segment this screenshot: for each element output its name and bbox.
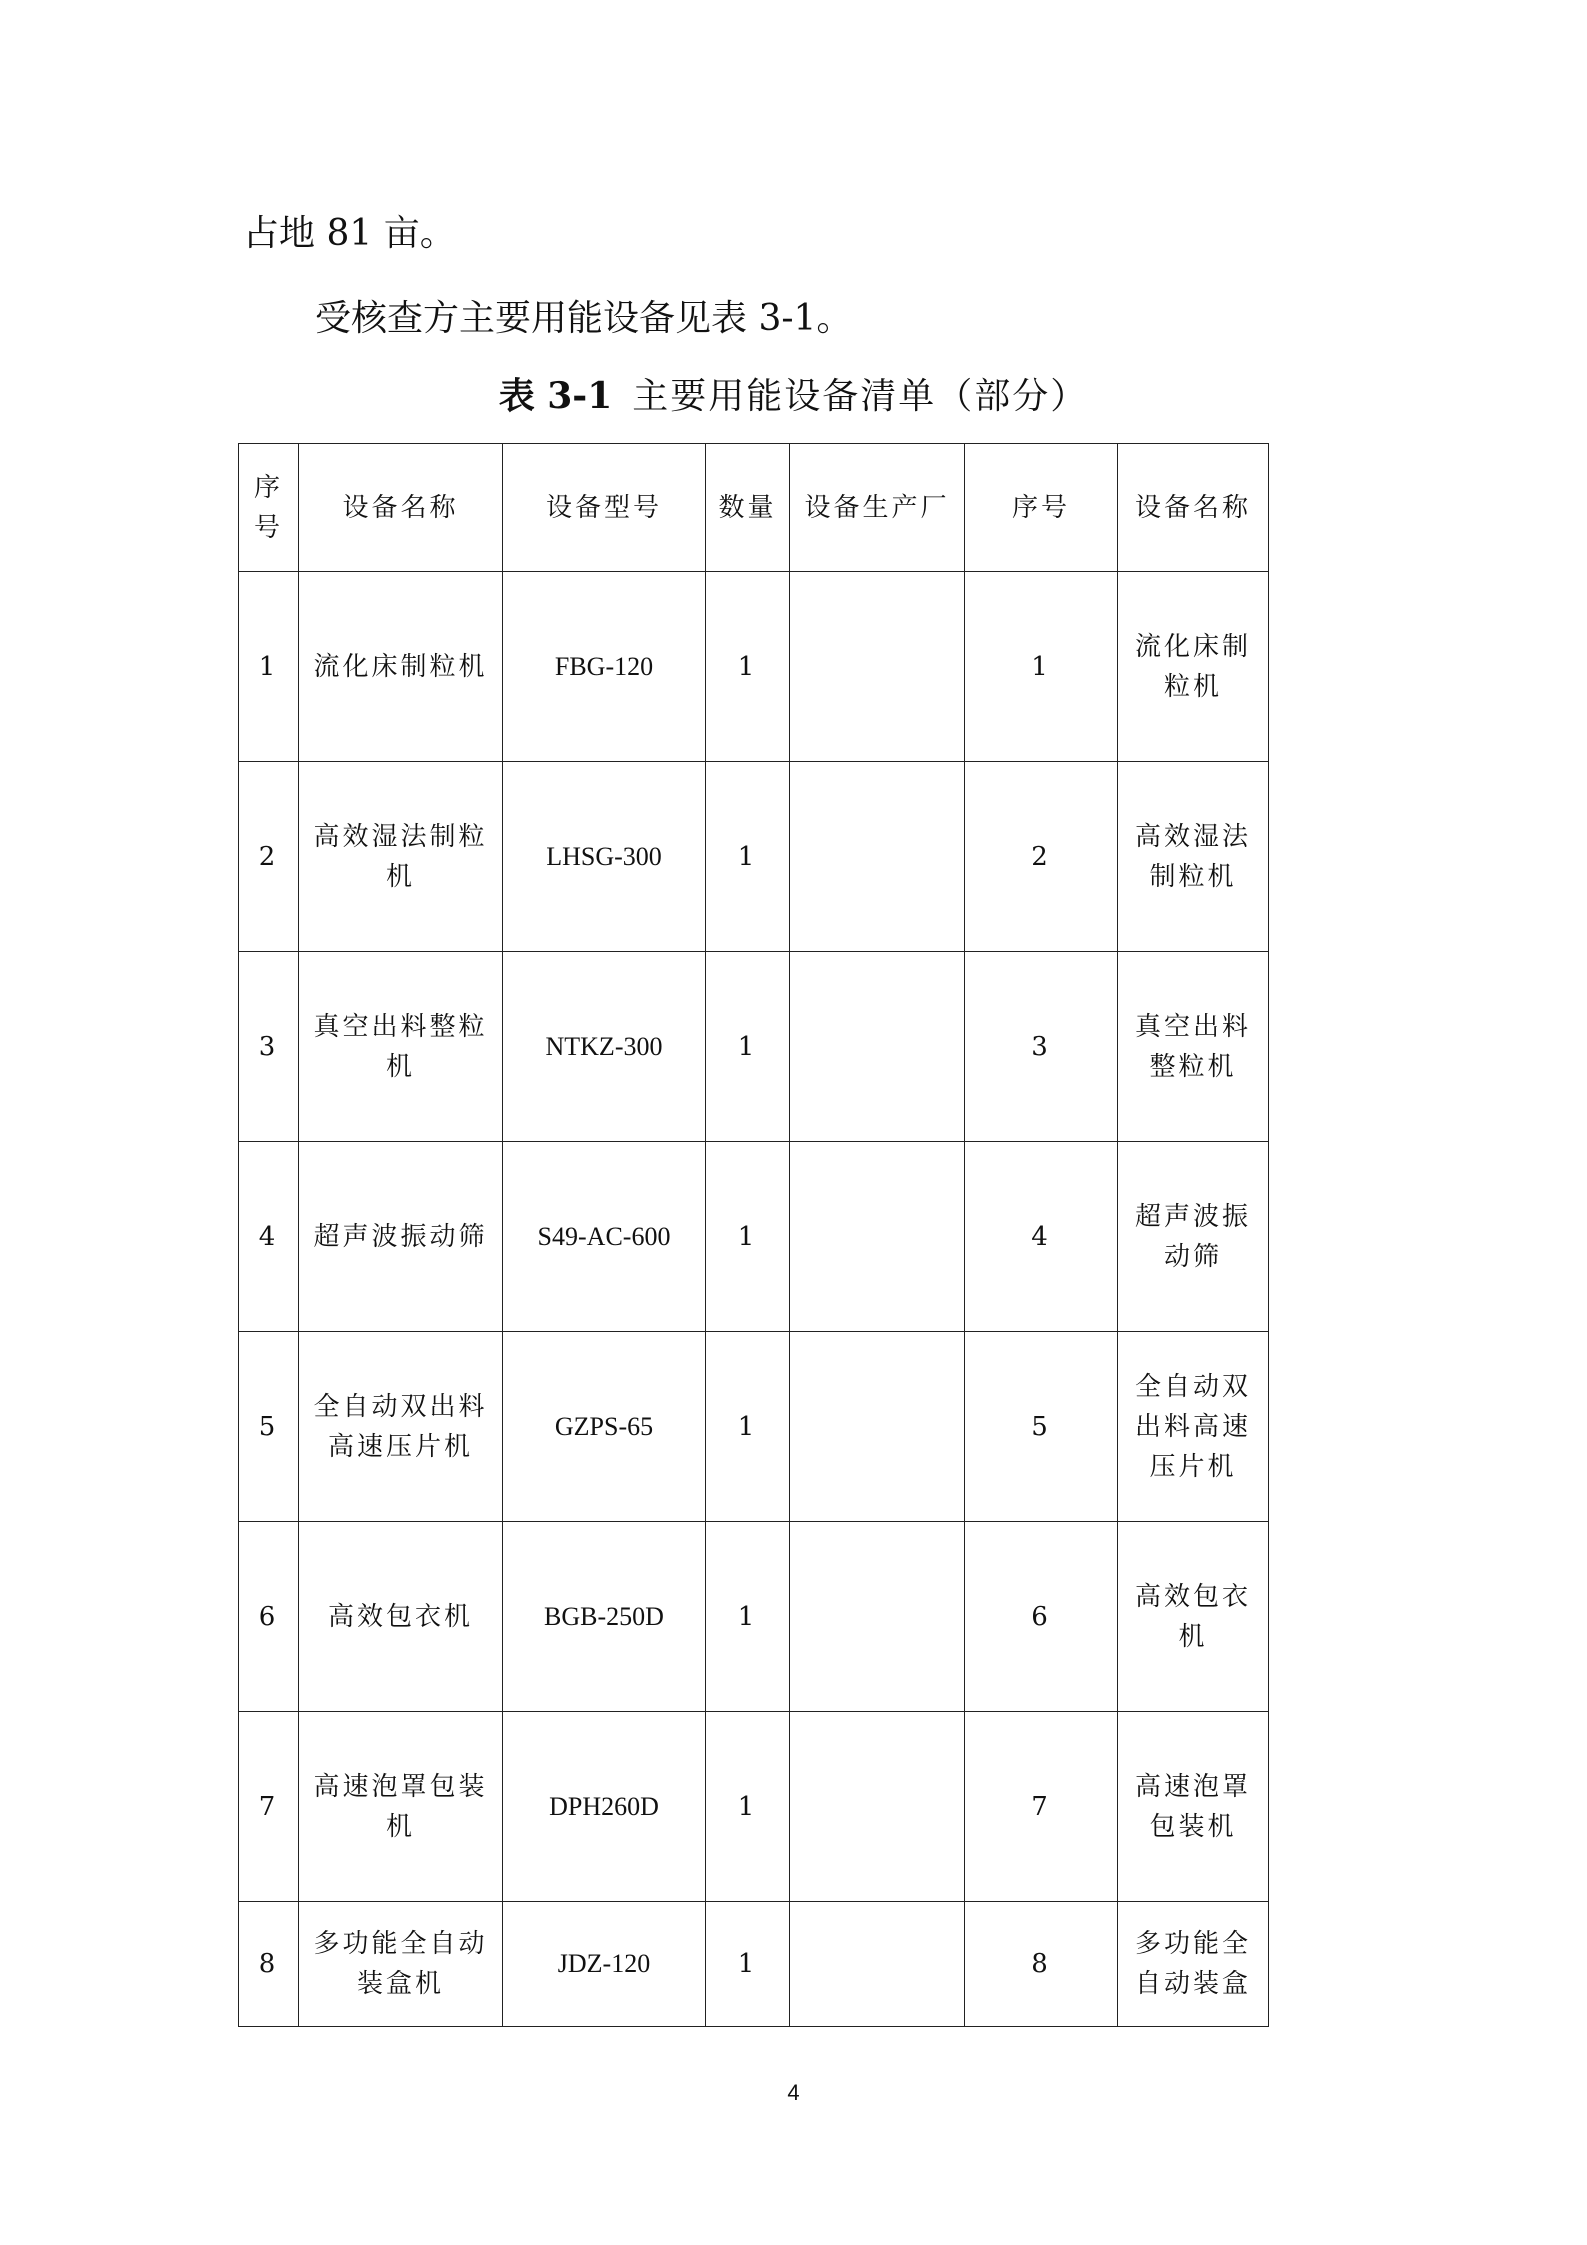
cell-quantity: 1 xyxy=(706,1902,790,2027)
cell-device-name-2: 高效湿法制粒机 xyxy=(1118,762,1269,952)
cell-index: 4 xyxy=(239,1142,299,1332)
cell-quantity: 1 xyxy=(706,572,790,762)
cell-device-name-2: 多功能全自动装盒 xyxy=(1118,1902,1269,2027)
body-paragraph-table-reference: 受核查方主要用能设备见表 3-1。 xyxy=(315,298,853,339)
table-row xyxy=(239,1902,1269,2027)
cell-device-model: FBG-120 xyxy=(503,572,706,762)
cell-manufacturer xyxy=(790,1902,965,2027)
cell-manufacturer xyxy=(790,762,965,952)
cell-device-name-2: 全自动双出料高速压片机 xyxy=(1118,1332,1269,1522)
cell-index-2: 2 xyxy=(965,762,1118,952)
cell-device-name-2: 高速泡罩包装机 xyxy=(1118,1712,1269,1902)
header-index: 序号 xyxy=(239,444,299,572)
table-row xyxy=(239,1712,1269,1902)
cell-index: 7 xyxy=(239,1712,299,1902)
header-index-2: 序号 xyxy=(965,444,1118,572)
cell-device-model: GZPS-65 xyxy=(503,1332,706,1522)
table-header-row xyxy=(239,444,1269,572)
cell-device-name: 超声波振动筛 xyxy=(299,1142,503,1332)
cell-device-name: 流化床制粒机 xyxy=(299,572,503,762)
cell-quantity: 1 xyxy=(706,1332,790,1522)
cell-device-name: 真空出料整粒机 xyxy=(299,952,503,1142)
cell-index: 8 xyxy=(239,1902,299,2027)
table-caption-label: 表 3-1 xyxy=(498,375,613,417)
cell-quantity: 1 xyxy=(706,1142,790,1332)
cell-quantity: 1 xyxy=(706,952,790,1142)
cell-index-2: 8 xyxy=(965,1902,1118,2027)
cell-manufacturer xyxy=(790,1332,965,1522)
header-device-model: 设备型号 xyxy=(503,444,706,572)
cell-index-2: 1 xyxy=(965,572,1118,762)
cell-index: 3 xyxy=(239,952,299,1142)
cell-index-2: 6 xyxy=(965,1522,1118,1712)
cell-device-model: JDZ-120 xyxy=(503,1902,706,2027)
cell-device-model: BGB-250D xyxy=(503,1522,706,1712)
header-quantity: 数量 xyxy=(706,444,790,572)
cell-device-name: 高速泡罩包装机 xyxy=(299,1712,503,1902)
table-caption-title: 主要用能设备清单（部分） xyxy=(632,376,1089,417)
cell-device-model: S49-AC-600 xyxy=(503,1142,706,1332)
cell-device-name-2: 高效包衣机 xyxy=(1118,1522,1269,1712)
cell-device-name: 高效包衣机 xyxy=(299,1522,503,1712)
table-caption xyxy=(0,372,1587,421)
table-row xyxy=(239,1522,1269,1712)
cell-device-name: 全自动双出料高速压片机 xyxy=(299,1332,503,1522)
cell-device-name-2: 流化床制粒机 xyxy=(1118,572,1269,762)
cell-quantity: 1 xyxy=(706,1522,790,1712)
header-device-name: 设备名称 xyxy=(299,444,503,572)
cell-device-name-2: 超声波振动筛 xyxy=(1118,1142,1269,1332)
cell-quantity: 1 xyxy=(706,1712,790,1902)
cell-device-model: DPH260D xyxy=(503,1712,706,1902)
cell-device-model: LHSG-300 xyxy=(503,762,706,952)
table-row xyxy=(239,1142,1269,1332)
cell-device-name: 高效湿法制粒机 xyxy=(299,762,503,952)
cell-index: 5 xyxy=(239,1332,299,1522)
cell-index-2: 4 xyxy=(965,1142,1118,1332)
cell-device-model: NTKZ-300 xyxy=(503,952,706,1142)
page-number: 4 xyxy=(787,2080,800,2105)
cell-index: 1 xyxy=(239,572,299,762)
cell-device-name: 多功能全自动装盒机 xyxy=(299,1902,503,2027)
cell-index-2: 7 xyxy=(965,1712,1118,1902)
body-paragraph-area: 占地 81 亩。 xyxy=(243,213,456,254)
cell-quantity: 1 xyxy=(706,762,790,952)
cell-manufacturer xyxy=(790,1522,965,1712)
cell-index: 6 xyxy=(239,1522,299,1712)
header-manufacturer: 设备生产厂 xyxy=(790,444,965,572)
cell-manufacturer xyxy=(790,1712,965,1902)
cell-index-2: 5 xyxy=(965,1332,1118,1522)
table-row xyxy=(239,762,1269,952)
cell-manufacturer xyxy=(790,952,965,1142)
cell-index-2: 3 xyxy=(965,952,1118,1142)
cell-manufacturer xyxy=(790,1142,965,1332)
cell-manufacturer xyxy=(790,572,965,762)
header-device-name-2: 设备名称 xyxy=(1118,444,1269,572)
cell-index: 2 xyxy=(239,762,299,952)
cell-device-name-2: 真空出料整粒机 xyxy=(1118,952,1269,1142)
table-row xyxy=(239,1332,1269,1522)
table-row xyxy=(239,952,1269,1142)
equipment-table xyxy=(238,443,1269,2027)
table-row xyxy=(239,572,1269,762)
